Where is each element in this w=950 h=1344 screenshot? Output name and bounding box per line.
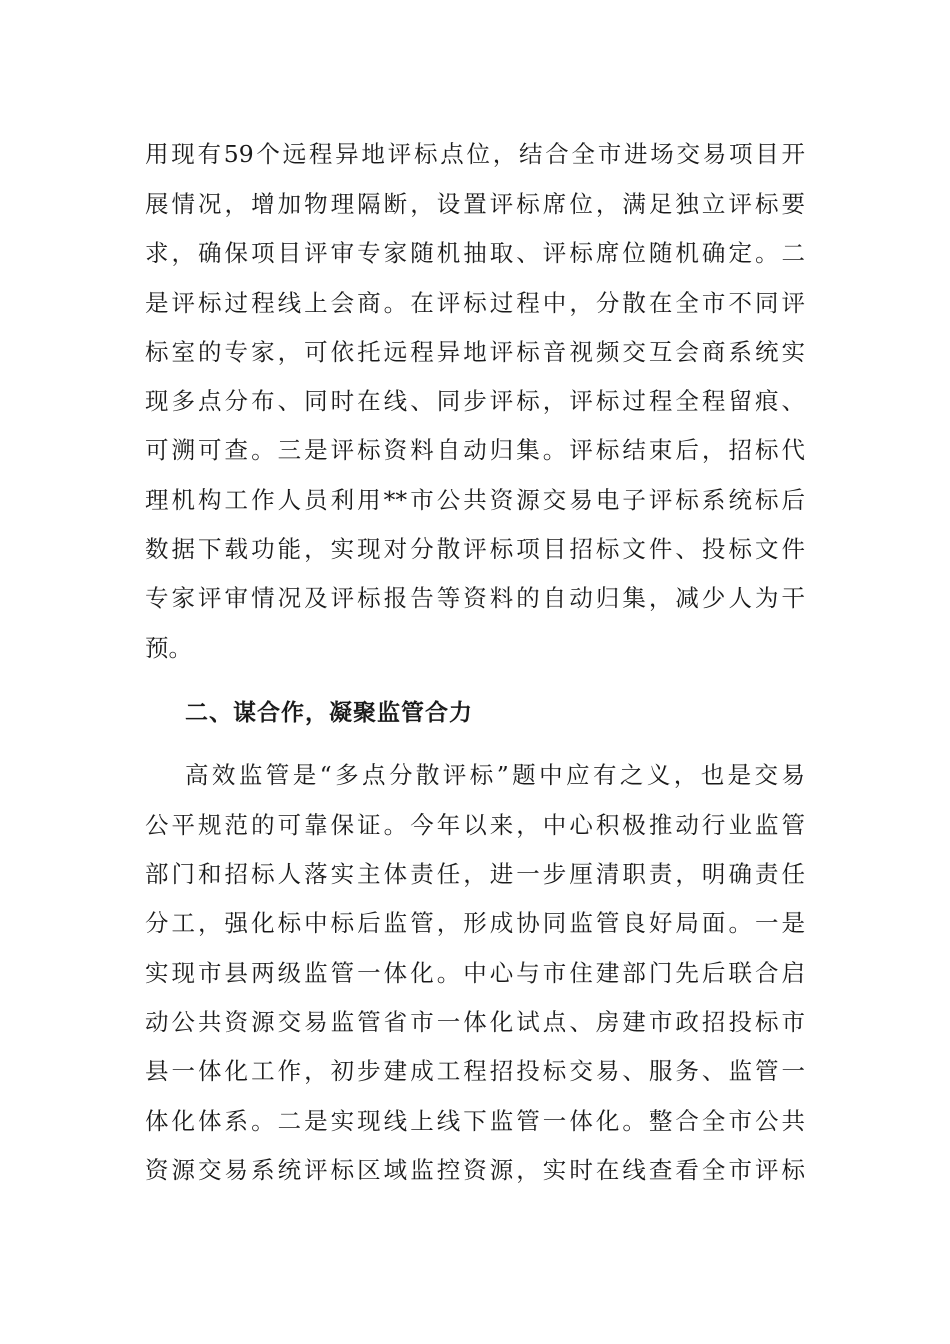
- paragraph-2-line-9: 资源交易系统评标区域监控资源，实时在线查看全市评标: [145, 1156, 805, 1184]
- paragraph-2-line-1: 高效监管是“多点分散评标”题中应有之义，也是交易: [185, 761, 805, 789]
- paragraph-1-line-11: 预。: [145, 634, 192, 662]
- paragraph-2-line-2: 公平规范的可靠保证。今年以来，中心积极推动行业监管: [145, 811, 805, 839]
- paragraph-2-line-8: 体化体系。二是实现线上线下监管一体化。整合全市公共: [145, 1107, 805, 1135]
- paragraph-1-line-3: 求，确保项目评审专家随机抽取、评标席位随机确定。二: [145, 239, 805, 267]
- paragraph-1-line-6: 现多点分布、同时在线、同步评标，评标过程全程留痕、: [145, 387, 805, 415]
- paragraph-2-line-4: 分工，强化标中标后监管，形成协同监管良好局面。一是: [145, 909, 805, 937]
- paragraph-2-line-5: 实现市县两级监管一体化。中心与市住建部门先后联合启: [145, 959, 805, 987]
- paragraph-1-line-4: 是评标过程线上会商。在评标过程中，分散在全市不同评: [145, 289, 805, 317]
- paragraph-2-line-7: 县一体化工作，初步建成工程招投标交易、服务、监管一: [145, 1057, 805, 1085]
- paragraph-1-line-7: 可溯可查。三是评标资料自动归集。评标结束后，招标代: [145, 436, 805, 464]
- paragraph-1-line-8: 理机构工作人员利用**市公共资源交易电子评标系统标后: [145, 486, 805, 514]
- paragraph-1-line-9: 数据下载功能，实现对分散评标项目招标文件、投标文件: [145, 535, 805, 563]
- paragraph-2-line-6: 动公共资源交易监管省市一体化试点、房建市政招投标市: [145, 1008, 805, 1036]
- paragraph-1-line-5: 标室的专家，可依托远程异地评标音视频交互会商系统实: [145, 338, 805, 366]
- paragraph-1-line-1: 用现有59个远程异地评标点位，结合全市进场交易项目开: [145, 140, 805, 168]
- paragraph-1-line-10: 专家评审情况及评标报告等资料的自动归集，减少人为干: [145, 584, 805, 612]
- paragraph-2-line-3: 部门和招标人落实主体责任，进一步厘清职责，明确责任: [145, 860, 805, 888]
- paragraph-1-line-2: 展情况，增加物理隔断，设置评标席位，满足独立评标要: [145, 190, 805, 218]
- section-heading: 二、谋合作，凝聚监管合力: [185, 700, 473, 726]
